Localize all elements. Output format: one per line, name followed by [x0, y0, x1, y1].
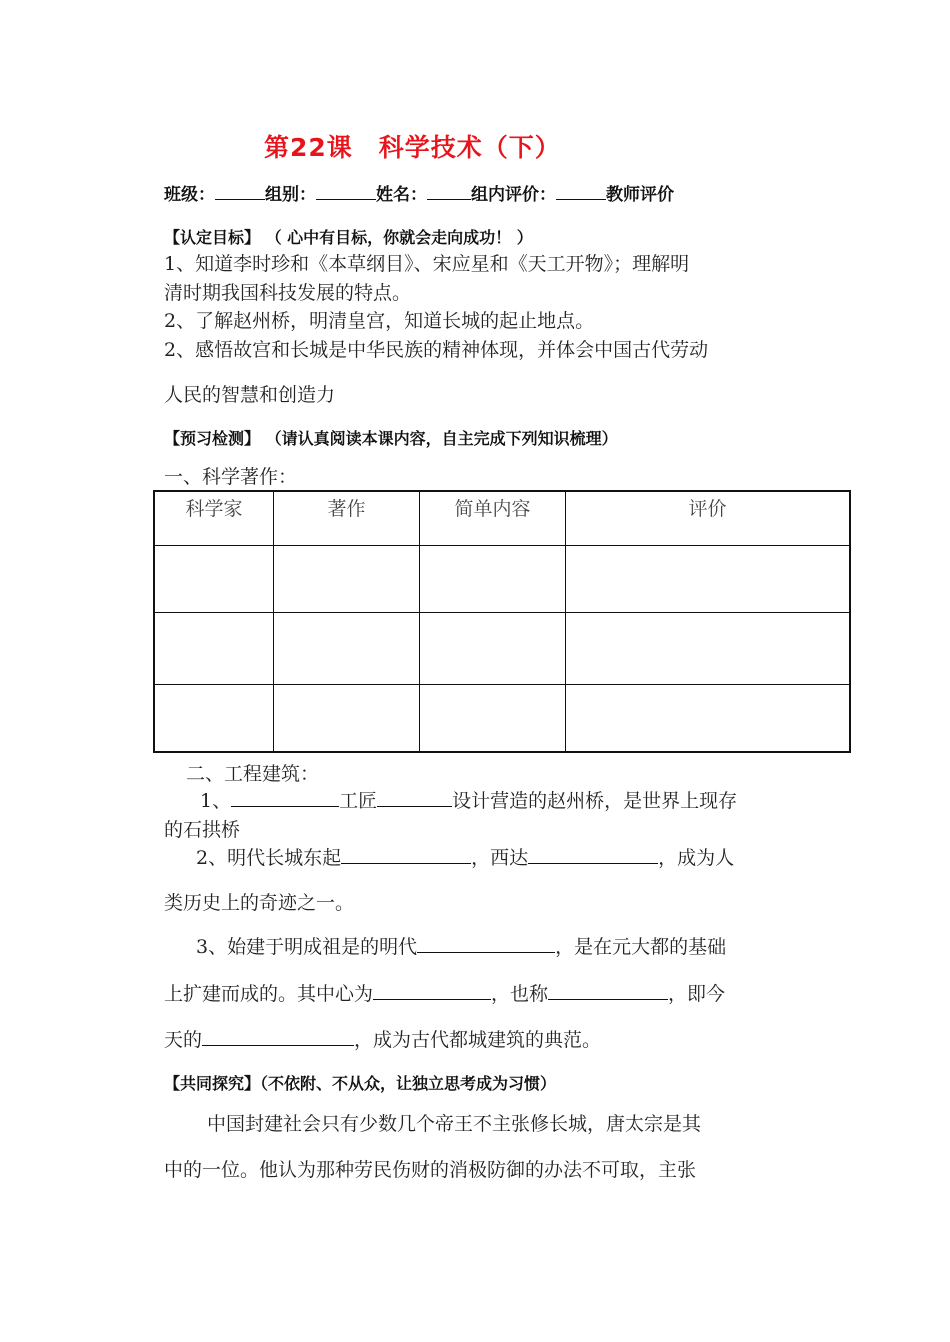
goal-line-2: 2、了解赵州桥，明清皇宫，知道长城的起止地点。 [164, 310, 595, 332]
question-1-line-b: 的石拱桥 [164, 819, 241, 841]
q3-suffix-a: ，是在元大都的基础 [555, 936, 727, 958]
q1-blank-craftsman-name[interactable] [377, 786, 452, 807]
q1-mid: 工匠 [339, 790, 378, 812]
q1-suffix: 设计营造的赵州桥，是世界上现存 [452, 790, 738, 812]
section-engineering: 二、工程建筑： [186, 763, 320, 785]
goal-line-1b: 清时期我国科技发展的特点。 [164, 282, 412, 304]
table-cell[interactable] [274, 545, 420, 612]
q3-prefix: 3、始建于明成祖是的明代 [196, 936, 418, 958]
name-blank[interactable] [427, 182, 471, 200]
question-2-line-a [196, 843, 734, 870]
explore-subheading: （不依附、不从众，让独立思考成为习惯） [260, 1074, 557, 1093]
table-cell[interactable] [420, 545, 566, 612]
name-label: 姓名： [376, 185, 427, 205]
q2-blank-west[interactable] [528, 843, 658, 864]
table-cell[interactable] [274, 684, 420, 752]
q2-blank-east[interactable] [341, 843, 471, 864]
group-eval-label: 组内评价： [471, 185, 556, 205]
table-cell[interactable] [154, 612, 274, 684]
q2-prefix: 2、明代长城东起 [196, 847, 342, 869]
q1-blank-craftsman-era[interactable] [231, 786, 339, 807]
table-cell[interactable] [420, 612, 566, 684]
q1-prefix: 1、 [200, 790, 232, 812]
question-2-line-b: 类历史上的奇迹之一。 [164, 892, 355, 914]
q2-suffix: ，成为人 [658, 847, 735, 869]
header-evaluation: 评价 [566, 491, 851, 545]
question-3-line-a [196, 932, 726, 959]
q3c-suffix: ，成为古代都城建筑的典范。 [354, 1029, 602, 1051]
header-work: 著作 [274, 491, 420, 545]
q3-blank-palace[interactable] [417, 932, 555, 953]
question-3-line-b [164, 979, 725, 1006]
table-row [154, 684, 850, 752]
goals-heading: 【认定目标】 [164, 228, 261, 247]
table-cell[interactable] [566, 545, 851, 612]
table-cell[interactable] [274, 612, 420, 684]
header-scientist: 科学家 [154, 491, 274, 545]
question-3-line-c [164, 1025, 601, 1052]
page-title: 第22课 科学技术（下） [264, 133, 561, 162]
section-scientific-works: 一、科学著作： [164, 466, 298, 488]
table-cell[interactable] [154, 684, 274, 752]
table-row [154, 612, 850, 684]
class-blank[interactable] [215, 182, 265, 200]
preview-heading-line [164, 426, 618, 449]
table-cell[interactable] [154, 545, 274, 612]
q3b-mid: ，也称 [491, 983, 549, 1005]
q3b-suffix: ，即今 [668, 983, 726, 1005]
teacher-eval-label: 教师评价 [606, 185, 674, 205]
q3-blank-alias[interactable] [548, 979, 668, 1000]
explore-paragraph-line-2: 中的一位。他认为那种劳民伤财的消极防御的办法不可取，主张 [164, 1159, 697, 1181]
group-label: 组别： [265, 185, 316, 205]
explore-heading: 【共同探究】 [164, 1074, 261, 1093]
table-header-row [154, 491, 850, 545]
preview-heading: 【预习检测】 [164, 429, 261, 448]
explore-paragraph-line-1: 中国封建社会只有少数几个帝王不主张修长城，唐太宗是其 [207, 1113, 702, 1135]
table-cell[interactable] [566, 684, 851, 752]
explore-heading-line [164, 1071, 556, 1094]
header-content: 简单内容 [420, 491, 566, 545]
scientific-works-table [153, 490, 851, 753]
q3b-prefix: 上扩建而成的。其中心为 [164, 983, 374, 1005]
goal-line-3a: 2、感悟故宫和长城是中华民族的精神体现，并体会中国古代劳动 [164, 339, 709, 361]
question-1-line-a [200, 786, 737, 813]
table-cell[interactable] [566, 612, 851, 684]
goal-line-3b: 人民的智慧和创造力 [164, 384, 336, 406]
goals-subheading: （ 心中有目标，你就会走向成功！ ） [265, 228, 533, 247]
student-info-line [164, 180, 674, 205]
preview-subheading: （请认真阅读本课内容，自主完成下列知识梳理） [265, 429, 618, 448]
table-cell[interactable] [420, 684, 566, 752]
q2-mid: ，西达 [471, 847, 529, 869]
goals-heading-line [164, 225, 533, 248]
group-eval-blank[interactable] [556, 182, 606, 200]
q3-blank-today[interactable] [202, 1025, 354, 1046]
group-blank[interactable] [316, 182, 376, 200]
class-label: 班级： [164, 185, 215, 205]
table-row [154, 545, 850, 612]
goal-line-1a: 1、知道李时珍和《本草纲目》、宋应星和《天工开物》；理解明 [164, 253, 690, 275]
q3c-prefix: 天的 [164, 1029, 203, 1051]
q3-blank-center[interactable] [373, 979, 491, 1000]
